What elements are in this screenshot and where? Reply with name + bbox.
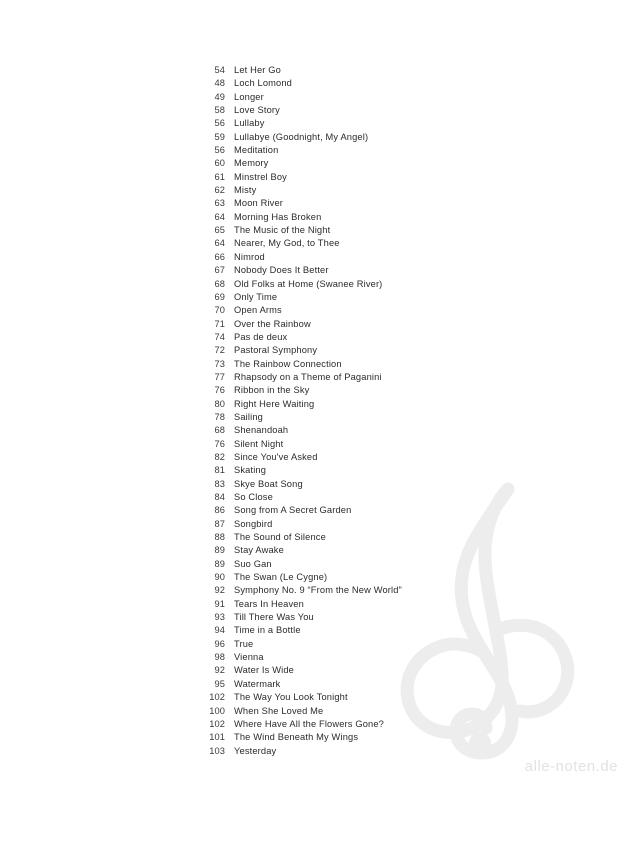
index-entry-title: Since You've Asked — [234, 451, 318, 462]
index-entry — [0, 358, 640, 371]
index-entry — [0, 211, 640, 224]
index-entry — [0, 224, 640, 237]
index-entry-title: The Music of the Night — [234, 225, 331, 236]
index-entry — [0, 264, 640, 277]
index-entry-page-number: 77 — [214, 371, 225, 382]
index-entry-title: Silent Night — [234, 438, 284, 449]
index-entry-title: Water Is Wide — [234, 665, 294, 676]
index-entry-page-number: 98 — [214, 652, 225, 663]
index-entry — [0, 745, 640, 758]
index-entry-title: Loch Lomond — [234, 78, 292, 89]
index-entry — [0, 638, 640, 651]
index-entry-title: The Wind Beneath My Wings — [234, 732, 359, 743]
index-entry — [0, 691, 640, 704]
index-entry-page-number: 60 — [214, 158, 225, 169]
index-entry-page-number: 94 — [214, 625, 225, 636]
index-entry-title: Sailing — [234, 411, 263, 422]
index-entry-page-number: 59 — [214, 131, 225, 142]
index-entry — [0, 64, 640, 77]
index-entry-page-number: 83 — [214, 478, 225, 489]
index-entry-page-number: 92 — [214, 665, 225, 676]
index-entry — [0, 558, 640, 571]
index-entry — [0, 371, 640, 384]
index-entry — [0, 91, 640, 104]
index-entry — [0, 611, 640, 624]
index-entry — [0, 304, 640, 317]
index-entry-page-number: 70 — [214, 305, 225, 316]
index-entry-page-number: 103 — [209, 745, 225, 756]
index-entry — [0, 197, 640, 210]
index-entry-title: Tears In Heaven — [234, 598, 304, 609]
index-entry-page-number: 49 — [214, 91, 225, 102]
index-entry-title: Memory — [234, 158, 269, 169]
index-entry-page-number: 54 — [214, 65, 225, 75]
index-entry-title: Right Here Waiting — [234, 398, 315, 409]
index-entry — [0, 318, 640, 331]
index-entry — [0, 424, 640, 437]
index-entry — [0, 411, 640, 424]
index-entry-title: The Rainbow Connection — [234, 358, 342, 369]
index-entry-title: True — [234, 638, 254, 649]
index-entry-page-number: 78 — [214, 411, 225, 422]
index-entry-title: Nobody Does It Better — [234, 265, 329, 276]
index-entry-title: Meditation — [234, 145, 279, 156]
index-entry-page-number: 89 — [214, 545, 225, 556]
index-entry-page-number: 92 — [214, 585, 225, 596]
index-entry-title: The Swan (Le Cygne) — [234, 572, 328, 583]
index-entry-page-number: 87 — [214, 518, 225, 529]
index-entry-title: Shenandoah — [234, 425, 289, 436]
index-entry-page-number: 64 — [214, 238, 225, 249]
index-entry-title: Let Her Go — [234, 65, 281, 75]
index-entry — [0, 384, 640, 397]
index-entry-page-number: 101 — [209, 732, 225, 743]
index-entry-title: Yesterday — [234, 745, 277, 756]
index-entry-page-number: 102 — [209, 718, 225, 729]
index-entry-page-number: 90 — [214, 572, 225, 583]
index-entry — [0, 117, 640, 130]
index-entry — [0, 251, 640, 264]
index-entry-page-number: 80 — [214, 398, 225, 409]
index-entry-page-number: 82 — [214, 451, 225, 462]
index-entry-title: Nimrod — [234, 251, 265, 262]
index-entry — [0, 491, 640, 504]
index-entry-page-number: 102 — [209, 692, 225, 703]
index-entry — [0, 451, 640, 464]
index-entry-page-number: 81 — [214, 465, 225, 476]
index-entry-title: Minstrel Boy — [234, 171, 287, 182]
index-entry-page-number: 65 — [214, 225, 225, 236]
index-entry-page-number: 63 — [214, 198, 225, 209]
index-entry — [0, 705, 640, 718]
index-entry-title: Longer — [234, 91, 264, 102]
index-entry — [0, 544, 640, 557]
index-entry-page-number: 89 — [214, 558, 225, 569]
index-entry — [0, 398, 640, 411]
index-entry-title: Over the Rainbow — [234, 318, 311, 329]
index-entry-page-number: 76 — [214, 385, 225, 396]
watermark-label: alle-noten.de — [524, 758, 618, 775]
index-entry-title: So Close — [234, 492, 273, 502]
index-entry — [0, 571, 640, 584]
index-entry — [0, 478, 640, 491]
index-entry — [0, 438, 640, 451]
index-entry-page-number: 88 — [214, 532, 225, 543]
index-entry — [0, 664, 640, 677]
index-entry-page-number: 68 — [214, 425, 225, 436]
index-entry-page-number: 71 — [214, 318, 225, 329]
index-entry — [0, 518, 640, 531]
index-entry-title: Nearer, My God, to Thee — [234, 238, 340, 249]
index-entry-title: When She Loved Me — [234, 705, 324, 716]
index-entry-page-number: 67 — [214, 265, 225, 276]
index-entry-title: Till There Was You — [234, 612, 314, 623]
index-entry-title: Old Folks at Home (Swanee River) — [234, 278, 383, 289]
index-entry-page-number: 64 — [214, 211, 225, 222]
index-entry — [0, 157, 640, 170]
index-entry-title: Song from A Secret Garden — [234, 505, 352, 516]
index-entry-page-number: 73 — [214, 358, 225, 369]
index-entry — [0, 731, 640, 744]
index-entry-page-number: 86 — [214, 505, 225, 516]
index-entry-title: Songbird — [234, 518, 273, 529]
index-entry-title: The Way You Look Tonight — [234, 692, 348, 703]
index-entry — [0, 278, 640, 291]
index-entry-title: Misty — [234, 185, 257, 196]
index-entry-page-number: 93 — [214, 612, 225, 623]
index-entry-page-number: 95 — [214, 678, 225, 689]
index-entry — [0, 678, 640, 691]
index-entry-title: Only Time — [234, 291, 278, 302]
index-entry-title: Skating — [234, 465, 267, 476]
index-entry — [0, 237, 640, 250]
index-entry-page-number: 69 — [214, 291, 225, 302]
index-entry-page-number: 100 — [209, 705, 225, 716]
index-entry-title: Skye Boat Song — [234, 478, 303, 489]
index-entry — [0, 331, 640, 344]
index-entry — [0, 531, 640, 544]
index-entry-page-number: 61 — [214, 171, 225, 182]
index-entry-title: Stay Awake — [234, 545, 284, 556]
index-entry — [0, 598, 640, 611]
index-entry-page-number: 91 — [214, 598, 225, 609]
index-entry — [0, 77, 640, 90]
index-entry-page-number: 96 — [214, 638, 225, 649]
index-entry-title: Watermark — [234, 678, 281, 689]
index-entry-page-number: 72 — [214, 345, 225, 356]
index-entry-page-number: 48 — [214, 78, 225, 89]
index-entry — [0, 291, 640, 304]
index-entry-title: Lullabye (Goodnight, My Angel) — [234, 131, 369, 142]
index-entry — [0, 131, 640, 144]
index-entry-page-number: 56 — [214, 145, 225, 156]
index-entry — [0, 104, 640, 117]
index-entry-page-number: 66 — [214, 251, 225, 262]
index-entry-title: Where Have All the Flowers Gone? — [234, 718, 384, 729]
index-entry-title: The Sound of Silence — [234, 532, 326, 543]
index-entry-title: Rhapsody on a Theme of Paganini — [234, 371, 382, 382]
index-entry-page-number: 76 — [214, 438, 225, 449]
index-entry-page-number: 68 — [214, 278, 225, 289]
index-entry-page-number: 74 — [214, 331, 225, 342]
index-entry — [0, 344, 640, 357]
index-entry-title: Morning Has Broken — [234, 211, 322, 222]
index-entry — [0, 624, 640, 637]
index-entry — [0, 718, 640, 731]
index-entry-title: Pas de deux — [234, 331, 288, 342]
index-entry — [0, 651, 640, 664]
index-entry-title: Suo Gan — [234, 558, 272, 569]
index-entry — [0, 584, 640, 597]
index-entry-title: Ribbon in the Sky — [234, 385, 310, 396]
index-entry-page-number: 62 — [214, 185, 225, 196]
index-entry-title: Symphony No. 9 “From the New World” — [234, 585, 402, 596]
index-entry-page-number: 58 — [214, 105, 225, 116]
index-entry-title: Time in a Bottle — [234, 625, 301, 636]
index-entry — [0, 144, 640, 157]
index-entry-title: Love Story — [234, 105, 280, 116]
index-entry — [0, 184, 640, 197]
index-entry — [0, 464, 640, 477]
index-entry-title: Moon River — [234, 198, 284, 209]
index-entry — [0, 171, 640, 184]
index-entry-title: Vienna — [234, 652, 264, 663]
index-entry-page-number: 56 — [214, 118, 225, 129]
index-entry — [0, 504, 640, 517]
index-entry-title: Open Arms — [234, 305, 282, 316]
song-index-list — [0, 64, 640, 758]
index-entry-title: Lullaby — [234, 118, 265, 129]
index-entry-page-number: 84 — [214, 492, 225, 502]
index-entry-title: Pastoral Symphony — [234, 345, 318, 356]
